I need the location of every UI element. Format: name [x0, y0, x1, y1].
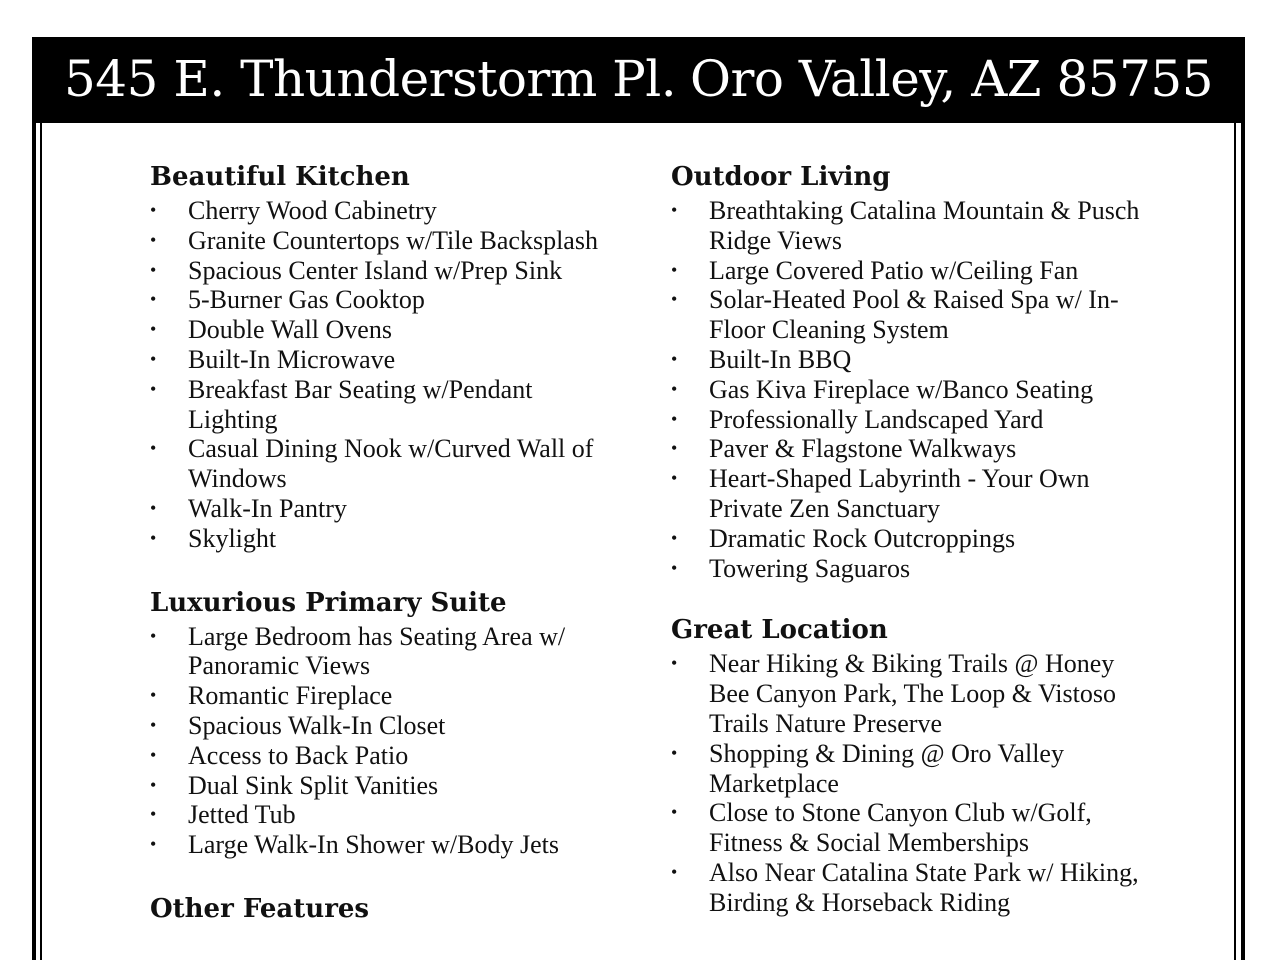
location-list	[671, 649, 1151, 917]
outdoor-list	[671, 196, 1151, 583]
property-address: 545 E. Thunderstorm Pl.	[64, 50, 677, 108]
list-item: • Skylight	[150, 523, 277, 553]
section-title-suite: Luxurious Primary Suite	[150, 587, 507, 618]
bullet-icon: •	[150, 259, 157, 280]
bullet-icon: •	[671, 408, 678, 429]
left-border-outer	[32, 123, 36, 960]
list-item: • Large Bedroom has Seating Area w/ Panoramic Views	[150, 621, 566, 681]
property-city: Oro Valley, AZ 85755	[690, 50, 1213, 108]
list-item: • Built-In Microwave	[150, 344, 396, 374]
list-item: • Spacious Center Island w/Prep Sink	[150, 255, 563, 285]
list-item: • Dramatic Rock Outcroppings	[671, 523, 1016, 553]
bullet-icon: •	[671, 468, 678, 489]
bullet-icon: •	[150, 289, 157, 310]
list-item: • Walk-In Pantry	[150, 493, 347, 523]
list-item: • Dual Sink Split Vanities	[150, 770, 439, 800]
list-item: • Cherry Wood Cabinetry	[150, 196, 437, 225]
list-item: • Double Wall Ovens	[150, 315, 392, 345]
bullet-icon: •	[150, 685, 157, 706]
list-item: • Large Covered Patio w/Ceiling Fan	[671, 255, 1079, 285]
section-title-location: Great Location	[671, 615, 888, 646]
list-item: • Romantic Fireplace	[150, 681, 393, 711]
list-item: • Built-In BBQ	[671, 344, 852, 374]
list-item: • Jetted Tub	[150, 800, 296, 830]
bullet-icon: •	[671, 527, 678, 548]
bullet-icon: •	[671, 348, 678, 369]
list-item: • Towering Saguaros	[671, 553, 911, 583]
bullet-icon: •	[150, 625, 157, 646]
right-border-inner	[1234, 123, 1236, 960]
list-item: • Granite Countertops w/Tile Backsplash	[150, 225, 598, 255]
bullet-icon: •	[150, 804, 157, 825]
list-item: • Also Near Catalina State Park w/ Hiking, Birding & Horseback Riding	[671, 857, 1139, 917]
list-item: • Breathtaking Catalina Mountain & Pusch Ridge Views	[671, 196, 1140, 255]
bullet-icon: •	[150, 834, 157, 855]
section-title-outdoor: Outdoor Living	[671, 162, 891, 192]
list-item: • Shopping & Dining @ Oro Valley Marketplace	[671, 738, 1064, 798]
bullet-icon: •	[671, 289, 678, 310]
list-item: • Solar-Heated Pool & Raised Spa w/ In-Floor Cleaning System	[671, 285, 1119, 345]
section-title-kitchen: Beautiful Kitchen	[150, 162, 410, 192]
right-border-outer	[1241, 123, 1245, 960]
bullet-icon: •	[150, 438, 157, 459]
bullet-icon: •	[150, 527, 157, 548]
list-item: • Heart-Shaped Labyrinth - Your Own Private Zen Sanctuary	[671, 464, 1090, 523]
section-spacer	[150, 860, 620, 890]
section-spacer	[150, 554, 620, 584]
bullet-icon: •	[150, 774, 157, 795]
bullet-icon: •	[671, 653, 678, 674]
left-border-inner	[40, 123, 42, 960]
list-item: • Large Walk-In Shower w/Body Jets	[150, 830, 559, 860]
bullet-icon: •	[150, 378, 157, 399]
page-header	[32, 37, 1245, 123]
bullet-icon: •	[671, 438, 678, 459]
list-item: • Paver & Flagstone Walkways	[671, 434, 1017, 464]
list-item: • Near Hiking & Biking Trails @ Honey Bee Canyon Park, The Loop & Vistoso Trails Nature Preserve	[671, 649, 1116, 738]
bullet-icon: •	[671, 200, 678, 220]
list-item: • Breakfast Bar Seating w/Pendant Lighting	[150, 374, 533, 434]
kitchen-list	[150, 196, 620, 554]
bullet-icon: •	[671, 378, 678, 399]
bullet-icon: •	[150, 497, 157, 518]
bullet-icon: •	[150, 229, 157, 250]
bullet-icon: •	[150, 744, 157, 765]
bullet-icon: •	[671, 557, 678, 578]
bullet-icon: •	[150, 200, 157, 220]
list-item: • Gas Kiva Fireplace w/Banco Seating	[671, 374, 1094, 404]
bullet-icon: •	[150, 319, 157, 340]
list-item: • Close to Stone Canyon Club w/Golf, Fitness & Social Memberships	[671, 798, 1092, 858]
bullet-icon: •	[150, 348, 157, 369]
bullet-icon: •	[150, 714, 157, 735]
section-spacer	[671, 583, 1151, 611]
list-item: • Spacious Walk-In Closet	[150, 710, 446, 740]
bullet-icon: •	[671, 861, 678, 882]
list-item: • Casual Dining Nook w/Curved Wall of Windows	[150, 434, 594, 494]
left-column	[150, 158, 620, 928]
bullet-icon: •	[671, 802, 678, 823]
bullet-icon: •	[671, 742, 678, 763]
suite-list	[150, 622, 620, 860]
list-item: • Professionally Landscaped Yard	[671, 404, 1044, 434]
section-title-other-features: Other Features	[150, 893, 370, 924]
bullet-icon: •	[671, 259, 678, 280]
right-column	[671, 158, 1151, 918]
list-item: • Access to Back Patio	[150, 740, 409, 770]
list-item: • 5-Burner Gas Cooktop	[150, 285, 425, 315]
